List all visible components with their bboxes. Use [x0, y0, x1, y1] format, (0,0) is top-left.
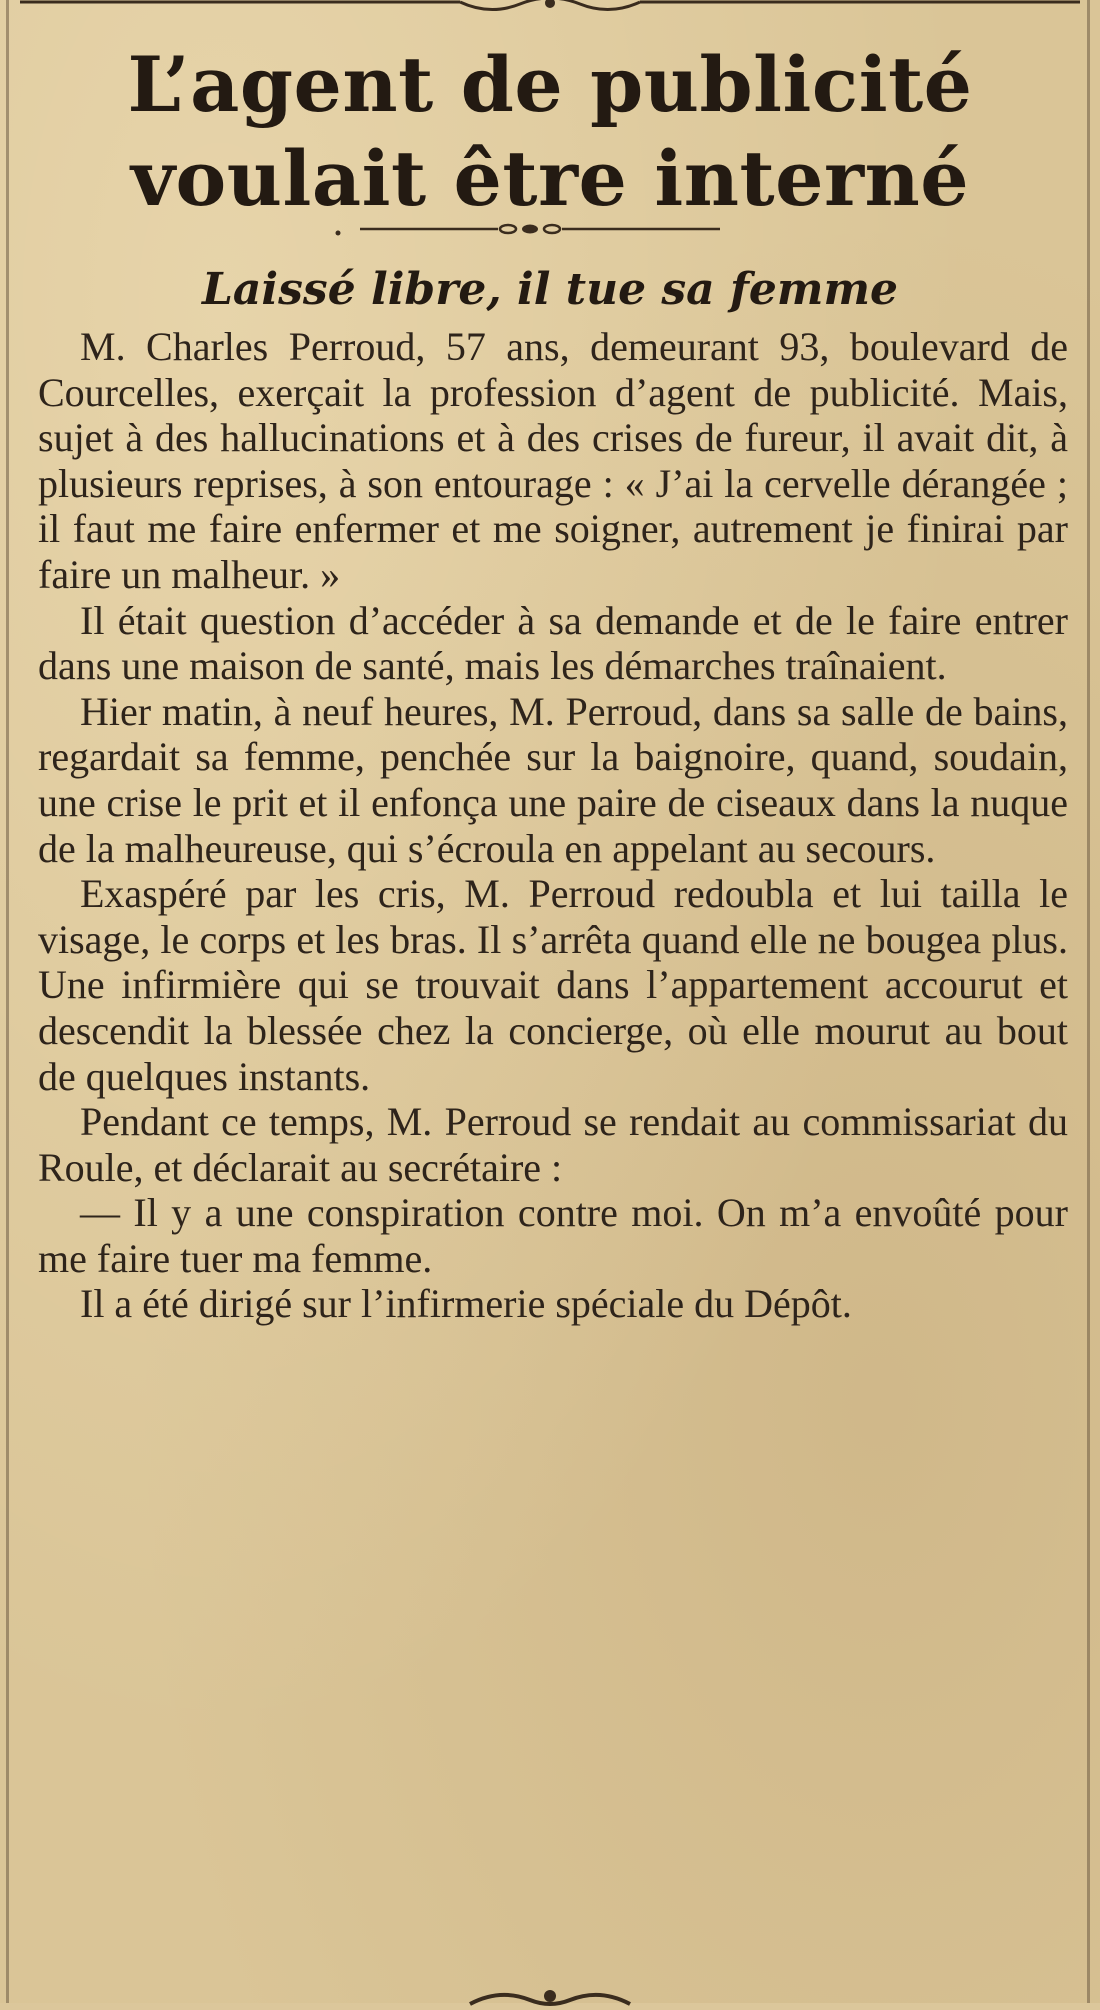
article-paragraph: Hier matin, à neuf heures, M. Perroud, dans sa salle de bains, regardait sa femme, penchée sur la baignoire, quand, soudain, une crise le prit et il enfonça une paire de ciseaux dans la nuque de la malheureuse, qui s’écroula en appelant au secours. [38, 688, 1068, 871]
article-body [38, 324, 1068, 1327]
headline-line-1: L’agent de publicité [127, 40, 973, 129]
article-paragraph: — Il y a une conspiration contre moi. On m’a envoûté pour me faire tuer ma femme. [38, 1190, 1068, 1281]
subheadline: Laissé libre, il tue sa femme [201, 264, 899, 315]
bottom-ornament [0, 1980, 1100, 2010]
top-ornament [0, 0, 1100, 24]
column-rule-left [6, 0, 9, 2003]
article-paragraph: Exaspéré par les cris, M. Perroud redoubla et lui tailla le visage, le corps et les bras. Il s’arrêta quand elle ne bougea plus. Une infirmière qui se trouvait dans l’appartement accourut et descendit la blessée chez la concierge, où elle mourut au bout de quelques instants. [38, 871, 1068, 1099]
headline-line-2: voulait être interné [130, 134, 970, 223]
article-paragraph: Il a été dirigé sur l’infirmerie spéciale du Dépôt. [80, 1281, 852, 1327]
headline [30, 38, 1070, 226]
article-paragraph: M. Charles Perroud, 57 ans, demeurant 93, boulevard de Courcelles, exerçait la profession d’agent de publicité. Mais, sujet à des hallucinations et à des crises de fureur, il avait dit, à plusieurs reprises, à son entourage : « J’ai la cervelle dérangée ; il faut me faire enfermer et me soigner, autrement je finirai par faire un malheur. » [38, 324, 1068, 597]
ornamental-divider [320, 215, 740, 245]
column-rule-right [1087, 0, 1090, 2003]
article-paragraph: Pendant ce temps, M. Perroud se rendait au commissariat du Roule, et déclarait au secrétaire : [38, 1099, 1068, 1190]
article-paragraph: Il était question d’accéder à sa demande et de le faire entrer dans une maison de santé, mais les démarches traînaient. [38, 597, 1068, 689]
